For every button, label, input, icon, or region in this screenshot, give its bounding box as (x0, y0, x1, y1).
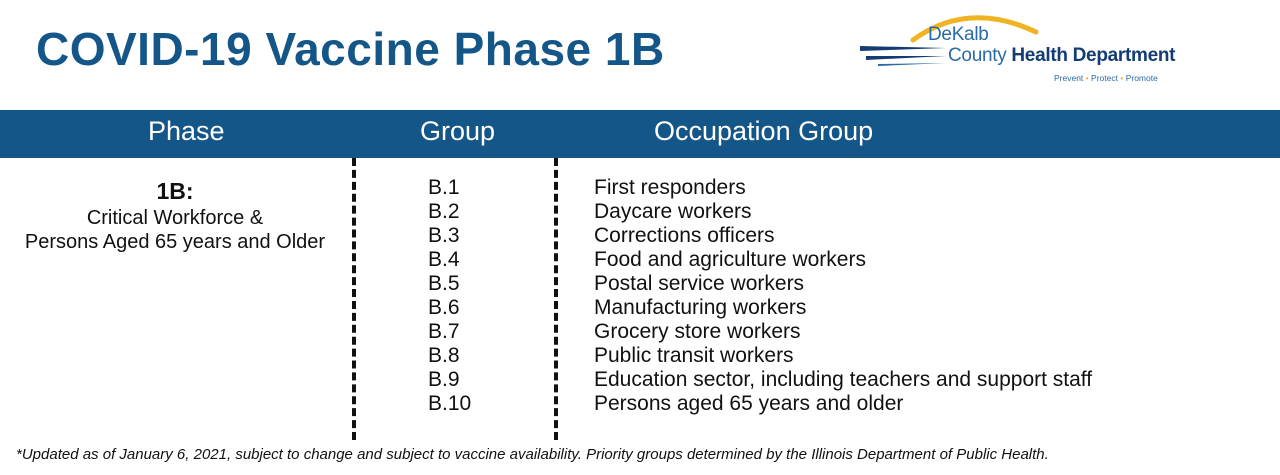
occupation-item: Grocery store workers (594, 320, 801, 343)
page-title: COVID-19 Vaccine Phase 1B (36, 23, 665, 75)
occupation-item: Education sector, including teachers and support staff (594, 368, 1093, 391)
tagline-promote: Promote (1125, 73, 1158, 83)
phase-label: 1B: (156, 178, 194, 204)
dekalb-health-logo (858, 10, 1178, 90)
group-code: B.3 (428, 224, 460, 247)
group-code: B.9 (428, 368, 460, 391)
group-code: B.7 (428, 320, 460, 343)
column-divider (554, 158, 558, 440)
group-code: B.6 (428, 296, 460, 319)
group-list (428, 176, 471, 416)
group-code: B.4 (428, 248, 460, 271)
occupation-item: Food and agriculture workers (594, 248, 866, 271)
tagline-prevent: Prevent (1054, 73, 1084, 83)
occupation-item: Public transit workers (594, 344, 794, 367)
occupation-item: Persons aged 65 years and older (594, 392, 904, 415)
phase-description: Critical Workforce & Persons Aged 65 years and Older (24, 207, 326, 253)
occupation-item: Corrections officers (594, 224, 775, 247)
tagline-dot: • (1120, 73, 1124, 83)
header-phase: Phase (148, 116, 225, 146)
tagline-dot: • (1085, 73, 1089, 83)
group-code: B.2 (428, 200, 460, 223)
occupation-item: Daycare workers (594, 200, 752, 223)
logo-text-health-department: Health Department (1011, 45, 1176, 66)
phase-cell (0, 176, 350, 254)
occupation-item: Postal service workers (594, 272, 805, 295)
group-code: B.5 (428, 272, 460, 295)
logo-text-department (948, 45, 1175, 67)
occupation-item: First responders (594, 176, 746, 199)
logo-text-county: County (948, 45, 1012, 66)
group-code: B.10 (428, 392, 472, 415)
footnote: *Updated as of January 6, 2021, subject to change and subject to vaccine availability. Priority groups determined by the Illinois Department of Public Health. (16, 446, 1049, 463)
tagline-protect: Protect (1091, 73, 1118, 83)
column-divider (352, 158, 356, 440)
header-occupation-group: Occupation Group (654, 116, 874, 146)
logo-text-dekalb: DeKalb (928, 24, 989, 45)
occupation-list (594, 176, 1092, 416)
group-code: B.1 (428, 176, 460, 199)
group-code: B.8 (428, 344, 460, 367)
header-group: Group (420, 116, 496, 146)
occupation-item: Manufacturing workers (594, 296, 807, 319)
logo-tagline (1054, 73, 1158, 83)
table-header (0, 110, 1280, 158)
